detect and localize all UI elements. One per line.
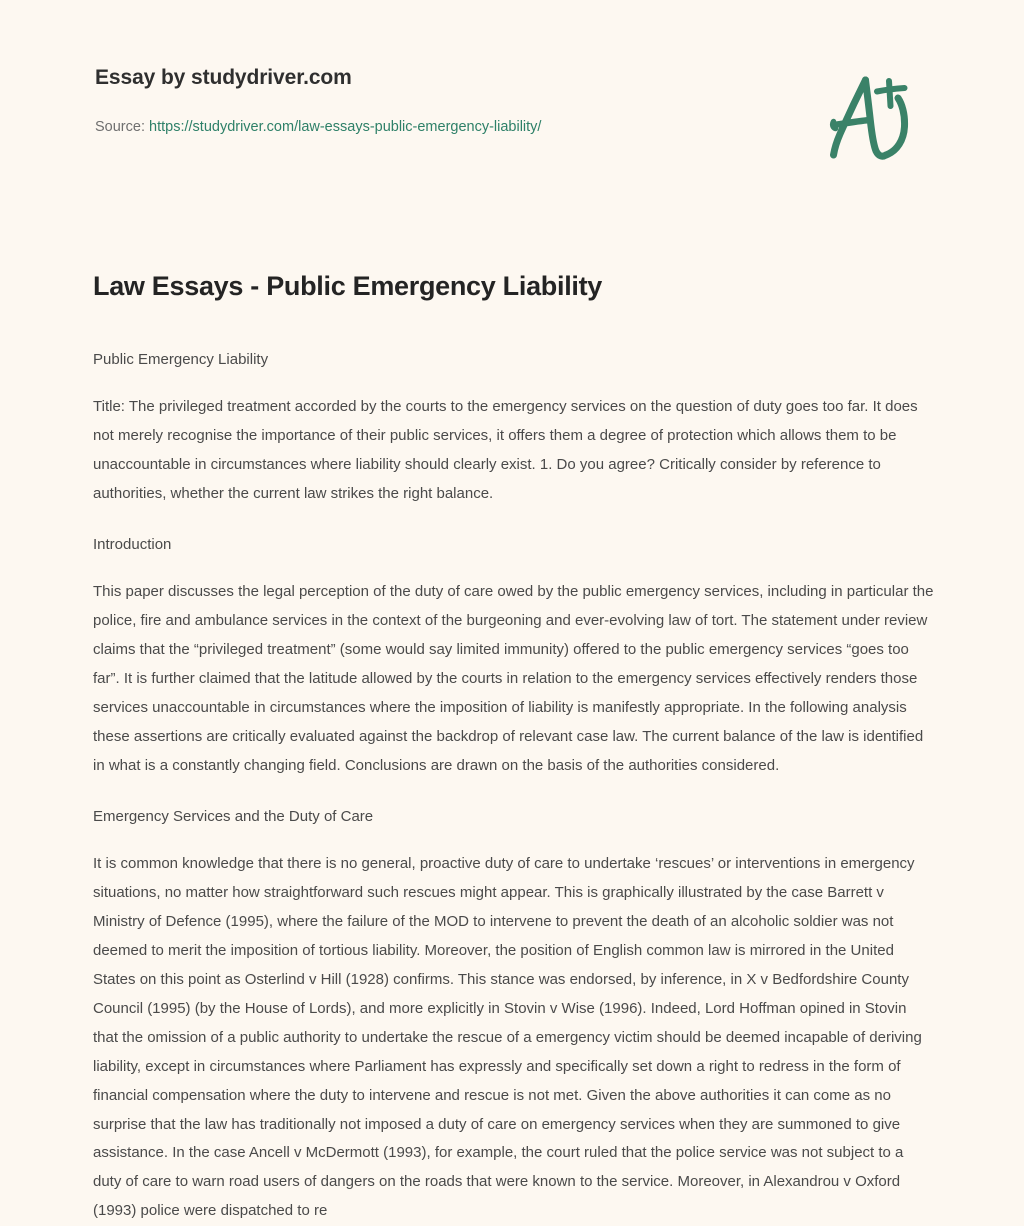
page-header: [0, 0, 1024, 190]
essay-body: [93, 348, 934, 1226]
source-label: Source:: [95, 119, 145, 135]
brand-byline: Essay by studydriver.com: [95, 66, 352, 89]
duty-of-care-heading: Emergency Services and the Duty of Care: [93, 807, 374, 825]
title-paragraph: Title: The privileged treatment accorded by the courts to the emergency services on the question of duty goes too far. It does not merely recognise the importance of their public services, it offers them a degree of protection which allows them to be unaccountable in circumstances where liability should clearly exist. 1. Do you agree? Critically consider by reference to authorities, whether the current law strikes the right balance.: [93, 398, 918, 503]
a-plus-logo-svg: [818, 66, 918, 166]
subject-heading: Public Emergency Liability: [93, 351, 269, 368]
source-url-link[interactable]: https://studydriver.com/law-essays-public-emergency-liability/: [149, 119, 542, 135]
a-plus-logo-icon: [818, 66, 918, 166]
page-title: Law Essays - Public Emergency Liability: [93, 271, 602, 302]
introduction-heading: Introduction: [93, 536, 172, 553]
source-line: [95, 120, 541, 135]
duty-of-care-paragraph: It is common knowledge that there is no general, proactive duty of care to undertake ‘rescues’ or interventions in emergency situations, no matter how straightforward such rescues might appear. This is graphically illustrated by the case Barrett v Ministry of Defence (1995), where the failure of the MOD to intervene to prevent the death of an alcoholic soldier was not deemed to merit the imposition of tortious liability. Moreover, the position of English common law is mirrored in the United States on this point as Osterlind v Hill (1928) confirms. This stance was endorsed, by inference, in X v Bedfordshire County Council (1995) (by the House of Lords), and more explicitly in Stovin v Wise (1996). Indeed, Lord Hoffman opined in Stovin that the omission of a public authority to undertake the rescue of a emergency victim should be deemed incapable of deriving liability, except in circumstances where Parliament has expressly and specifically set down a right to redress in the form of financial compensation where the duty to intervene and rescue is not met. Given the above authorities it can come as no surprise that the law has traditionally not imposed a duty of care on emergency services when they are summoned to give assistance. In the case Ancell v McDermott (1993), for example, the court ruled that the police service was not subject to a duty of care to warn road users of dangers on the roads that were known to the service. Moreover, in Alexandrou v Oxford (1993) police were dispatched to re: [93, 855, 922, 1220]
introduction-paragraph: This paper discusses the legal perception of the duty of care owed by the public emergency services, including in particular the police, fire and ambulance services in the context of the burgeoning and ever-evolving law of tort. The statement under review claims that the “privileged treatment” (some would say limited immunity) offered to the public emergency services “goes too far”. It is further claimed that the latitude allowed by the courts in relation to the emergency services effectively renders those services unaccountable in circumstances where the imposition of liability is manifestly appropriate. In the following analysis these assertions are critically evaluated against the backdrop of relevant case law. The current balance of the law is identified in what is a constantly changing field. Conclusions are drawn on the basis of the authorities considered.: [93, 583, 934, 774]
